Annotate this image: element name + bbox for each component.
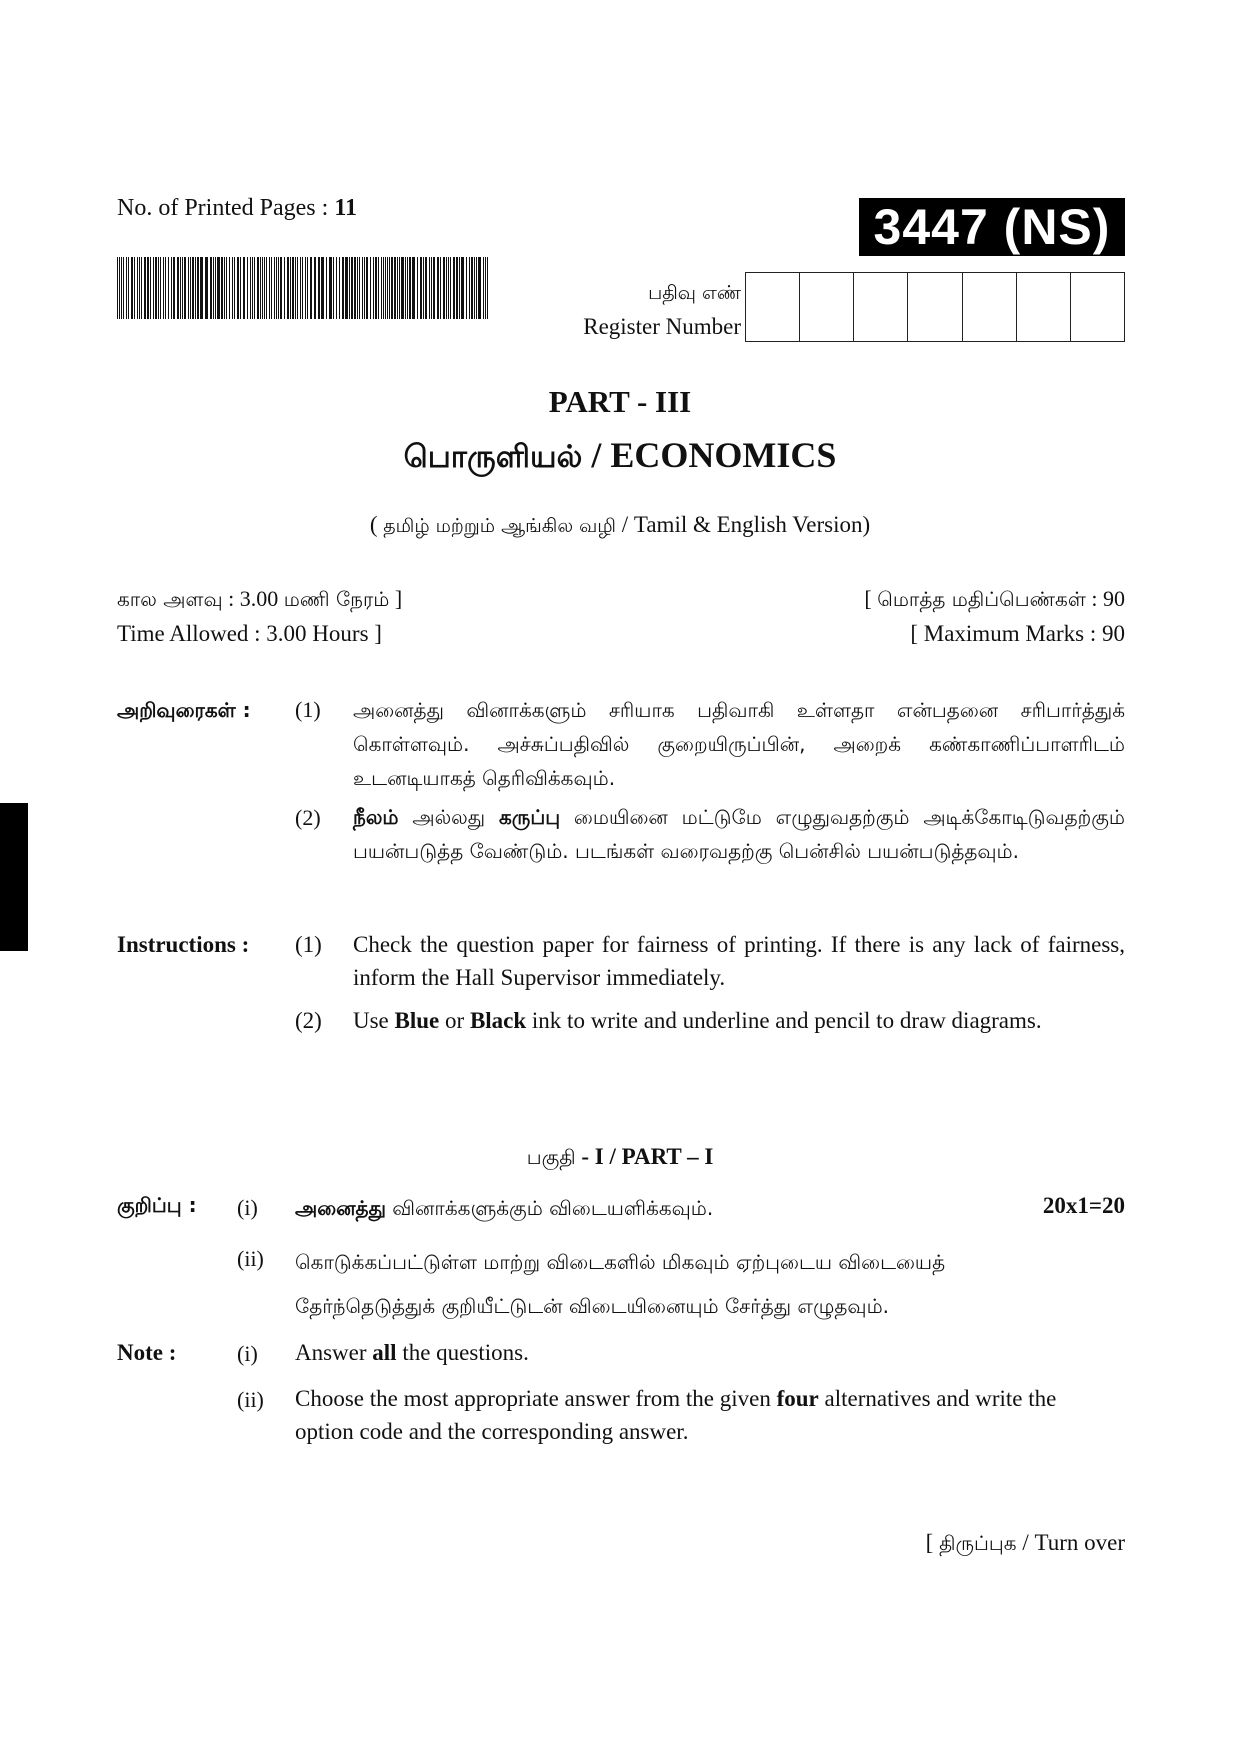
time-tamil (117, 585, 402, 613)
barcode-bar (264, 257, 265, 319)
register-digit-box[interactable] (908, 273, 962, 341)
note-number: (ii) (237, 1246, 264, 1271)
part-one-marks: 20x1=20 (1042, 1193, 1125, 1218)
barcode-bar (240, 257, 241, 319)
subject-english: ECONOMICS (610, 435, 837, 475)
barcode-bar (336, 257, 337, 319)
turn-over-english: / Turn over (1016, 1530, 1125, 1555)
register-digit-box[interactable] (800, 273, 854, 341)
part-one-heading (0, 1144, 1240, 1172)
medium-line (0, 512, 1240, 540)
barcode-bar (459, 257, 460, 319)
instructions-tamil-heading-text: அறிவுரைகள் : (117, 698, 251, 722)
note-tamil-1 (295, 1194, 713, 1222)
barcode-bar (123, 257, 124, 319)
barcode-bar (399, 257, 400, 319)
barcode-bar (121, 257, 122, 319)
barcode-bar (119, 257, 120, 319)
barcode-bar (333, 257, 334, 319)
barcode-bar (405, 257, 406, 319)
turn-over (926, 1530, 1125, 1558)
barcode-bar (192, 257, 194, 319)
barcode-bar (425, 257, 427, 319)
barcode-bar (362, 257, 363, 319)
note-english-1 (295, 1336, 529, 1369)
barcode-bar (252, 257, 253, 319)
barcode-bar (412, 257, 415, 319)
barcode-bar (446, 257, 447, 319)
barcode-bar (483, 257, 484, 319)
ink-black-tamil: கருப்பு (498, 805, 561, 829)
time-tamil-close: ] (389, 586, 403, 611)
barcode-bar (440, 257, 441, 319)
barcode-bar (357, 257, 358, 319)
part-heading: PART - III (548, 384, 692, 419)
register-label-tamil: பதிவு எண் (648, 282, 741, 304)
instruction-number: (1) (295, 697, 321, 722)
barcode-bar (195, 257, 196, 319)
barcode-bar (359, 257, 360, 319)
barcode-bar (433, 257, 435, 319)
barcode-bar (485, 257, 486, 319)
medium-open: ( (369, 512, 384, 537)
register-label-english: Register Number (583, 314, 741, 339)
barcode-bar (383, 257, 384, 319)
barcode-bar (224, 257, 225, 319)
instructions-tamil-heading (117, 697, 251, 725)
barcode-bar (197, 257, 199, 319)
barcode-bar (297, 257, 298, 319)
barcode-bar (137, 257, 138, 319)
barcode-bar (351, 257, 353, 319)
part-one-tamil: பகுதி (526, 1145, 576, 1169)
note-tamil-label-text: குறிப்பு : (117, 1193, 197, 1217)
note-tamil-1-text: வினாக்களுக்கும் விடையளிக்கவும். (385, 1196, 714, 1220)
barcode-bar (234, 257, 235, 319)
barcode-bar (292, 257, 294, 319)
barcode-bar (387, 257, 388, 319)
barcode-bar (407, 257, 408, 319)
ink-black: Black (469, 1008, 527, 1033)
barcode-bar (260, 257, 261, 319)
barcode-bar (287, 257, 289, 319)
barcode-bar (461, 257, 464, 319)
barcode-bar (370, 257, 371, 319)
barcode-bar (321, 257, 324, 319)
time-tamil-unit: மணி நேரம் (283, 587, 390, 611)
barcode-bar (385, 257, 386, 319)
barcode-bar (345, 257, 348, 319)
barcode-bar (429, 257, 430, 319)
barcode-bar (314, 257, 316, 319)
note-english-label: Note : (117, 1340, 177, 1365)
barcode-bar (471, 257, 473, 319)
barcode-bar (131, 257, 133, 319)
barcode-bar (280, 257, 282, 319)
ink-blue-tamil: நீலம் (353, 805, 399, 829)
barcode-bar (378, 257, 379, 319)
barcode-bar (163, 257, 164, 319)
barcode-bar (423, 257, 424, 319)
barcode-bar (168, 257, 169, 319)
barcode-bar (397, 257, 398, 319)
barcode-bar (226, 257, 227, 319)
marks-tamil-label: மொத்த மதிப்பெண்கள் (877, 587, 1086, 611)
all-tamil: அனைத்து (295, 1196, 386, 1220)
barcode-bar (171, 257, 172, 319)
barcode-bar (144, 257, 146, 319)
instruction-english-1: Check the question paper for fairness of printing. If there is any lack of fairness, inform the Hall Supervisor immediately. (353, 932, 1125, 990)
barcode-bar (237, 257, 239, 319)
barcode-bar (305, 257, 306, 319)
register-number-boxes[interactable] (745, 272, 1125, 342)
medium-tamil: தமிழ் மற்றும் ஆங்கில வழி (383, 515, 617, 537)
barcode-bar (373, 257, 374, 319)
edge-mark (0, 803, 28, 951)
instruction-english-2-rest: ink to write and underline and pencil to draw diagrams. (526, 1008, 1042, 1033)
marks-tamil-open: [ (864, 586, 878, 611)
barcode-bar (420, 257, 422, 319)
barcode-bar (456, 257, 458, 319)
register-digit-box[interactable] (1017, 273, 1071, 341)
answer-text: Answer (295, 1340, 373, 1365)
register-digit-box[interactable] (746, 273, 800, 341)
barcode-bar (173, 257, 175, 319)
barcode-bar (243, 257, 245, 319)
printed-pages-value: 11 (334, 195, 357, 221)
barcode (117, 257, 491, 319)
register-digit-box[interactable] (854, 273, 908, 341)
register-label (583, 276, 741, 344)
barcode-bar (290, 257, 291, 319)
barcode-bar (215, 257, 216, 319)
printed-pages-label: No. of Printed Pages : (117, 195, 329, 221)
barcode-bar (126, 257, 127, 319)
time-tamil-value: : 3.00 (222, 586, 284, 611)
alternatives-text: alternatives and write the option code and the corresponding answer. (295, 1386, 1057, 1444)
barcode-bar (247, 257, 248, 319)
note-english-2 (295, 1382, 1095, 1448)
barcode-bar (349, 257, 350, 319)
barcode-bar (469, 257, 470, 319)
barcode-bar (269, 257, 270, 319)
time-tamil-label: கால அளவு (117, 587, 223, 611)
barcode-bar (200, 257, 203, 319)
barcode-bar (474, 257, 475, 319)
barcode-bar (213, 257, 214, 319)
barcode-bar (302, 257, 303, 319)
marks-tamil (864, 585, 1125, 613)
barcode-bar (389, 257, 390, 319)
note-tamil-2: கொடுக்கப்பட்டுள்ள மாற்று விடைகளில் மிகவும் ஏற்புடைய விடையைத் தேர்ந்தெடுத்துக் குறியீட்டுடன் விடையினையும் சேர்த்து எழுதவும். (295, 1250, 946, 1318)
subject-title (0, 434, 1240, 479)
barcode-bar (150, 257, 151, 319)
barcode-bar (117, 257, 118, 319)
barcode-bar (250, 257, 251, 319)
instruction-tamil-2 (353, 800, 1125, 868)
barcode-bar (339, 257, 340, 319)
instruction-tamil-2-rest: மையினை மட்டுமே எழுதுவதற்கும் அடிக்கோடிடுவதற்கும் பயன்படுத்த வேண்டும். படங்கள் வரைவதற்கு பென்சில் பயன்படுத்தவும். (353, 805, 1125, 863)
part-one-rest: - I / PART – I (575, 1144, 714, 1169)
barcode-bar (274, 257, 275, 319)
printed-pages (117, 193, 357, 224)
barcode-bar (342, 257, 344, 319)
barcode-bar (364, 257, 365, 319)
instruction-number: (2) (295, 805, 321, 830)
ink-blue: Blue (394, 1008, 440, 1033)
medium-english: / Tamil & English Version) (616, 512, 871, 537)
barcode-bar (158, 257, 159, 319)
instruction-tamil-1: அனைத்து வினாக்களும் சரியாக பதிவாகி உள்ளதா என்பதனை சரிபார்த்துக் கொள்ளவும். அச்சுப்பதிவில் குறையிருப்பின், அறைக் கண்காணிப்பாளரிடம் உடனடியாகத் தெரிவிக்கவும். (353, 698, 1125, 790)
barcode-bar (182, 257, 183, 319)
paper-code: 3447 (NS) (859, 198, 1125, 256)
barcode-bar (295, 257, 296, 319)
barcode-bar (487, 257, 488, 319)
register-digit-box[interactable] (963, 273, 1017, 341)
time-english: Time Allowed : 3.00 Hours ] (117, 621, 382, 646)
barcode-bar (205, 257, 208, 319)
turn-over-open: [ (925, 1530, 940, 1555)
barcode-bar (409, 257, 411, 319)
instructions-english-heading: Instructions : (117, 932, 250, 957)
barcode-bar (326, 257, 327, 319)
barcode-bar (401, 257, 404, 319)
barcode-bar (310, 257, 312, 319)
barcode-bar (271, 257, 272, 319)
barcode-bar (188, 257, 189, 319)
barcode-bar (221, 257, 223, 319)
barcode-bar (257, 257, 259, 319)
instruction-number: (1) (295, 932, 322, 957)
marks-english: [ Maximum Marks : 90 (910, 621, 1125, 646)
barcode-bar (431, 257, 432, 319)
turn-over-tamil: திருப்புக (939, 1531, 1017, 1555)
barcode-bar (391, 257, 393, 319)
barcode-bar (141, 257, 142, 319)
barcode-bar (443, 257, 445, 319)
barcode-bar (437, 257, 439, 319)
four-bold: four (776, 1386, 819, 1411)
barcode-bar (184, 257, 186, 319)
all-bold: all (372, 1340, 397, 1365)
barcode-bar (300, 257, 301, 319)
barcode-bar (147, 257, 149, 319)
barcode-bar (128, 257, 129, 319)
barcode-bar (177, 257, 179, 319)
barcode-bar (139, 257, 140, 319)
barcode-bar (276, 257, 277, 319)
barcode-bar (453, 257, 455, 319)
barcode-bar (254, 257, 255, 319)
barcode-bar (278, 257, 279, 319)
marks-tamil-value: : 90 (1085, 586, 1125, 611)
barcode-bar (307, 257, 308, 319)
use-text: Use (353, 1008, 395, 1033)
or-text: or (439, 1008, 470, 1033)
subject-tamil: பொருளியல் (403, 439, 583, 475)
barcode-bar (134, 257, 135, 319)
barcode-bar (266, 257, 267, 319)
barcode-bar (476, 257, 477, 319)
barcode-bar (466, 257, 467, 319)
barcode-bar (155, 257, 157, 319)
barcode-bar (210, 257, 212, 319)
barcode-bar (153, 257, 154, 319)
barcode-bar (381, 257, 382, 319)
note-number: (i) (237, 1341, 258, 1366)
barcode-bar (478, 257, 481, 319)
barcode-bar (354, 257, 356, 319)
barcode-bar (329, 257, 332, 319)
barcode-bar (284, 257, 285, 319)
or-tamil: அல்லது (398, 805, 499, 829)
barcode-bar (318, 257, 320, 319)
instruction-number: (2) (295, 1008, 322, 1033)
barcode-bar (180, 257, 181, 319)
barcode-bar (366, 257, 368, 319)
barcode-bar (190, 257, 191, 319)
barcode-bar (450, 257, 451, 319)
barcode-bar (160, 257, 161, 319)
barcode-bar (417, 257, 418, 319)
note-number: (ii) (237, 1387, 264, 1412)
questions-text: the questions. (396, 1340, 529, 1365)
barcode-bar (262, 257, 263, 319)
instruction-english-2 (353, 1004, 1125, 1037)
note-number: (i) (237, 1195, 258, 1220)
barcode-bar (375, 257, 377, 319)
choose-text: Choose the most appropriate answer from the given (295, 1386, 777, 1411)
subject-separator: / (582, 435, 611, 475)
barcode-bar (229, 257, 230, 319)
barcode-bar (217, 257, 220, 319)
note-tamil-label (117, 1193, 197, 1220)
barcode-bar (448, 257, 449, 319)
barcode-bar (394, 257, 396, 319)
barcode-bar (232, 257, 233, 319)
register-digit-box[interactable] (1071, 273, 1124, 341)
barcode-bar (165, 257, 166, 319)
